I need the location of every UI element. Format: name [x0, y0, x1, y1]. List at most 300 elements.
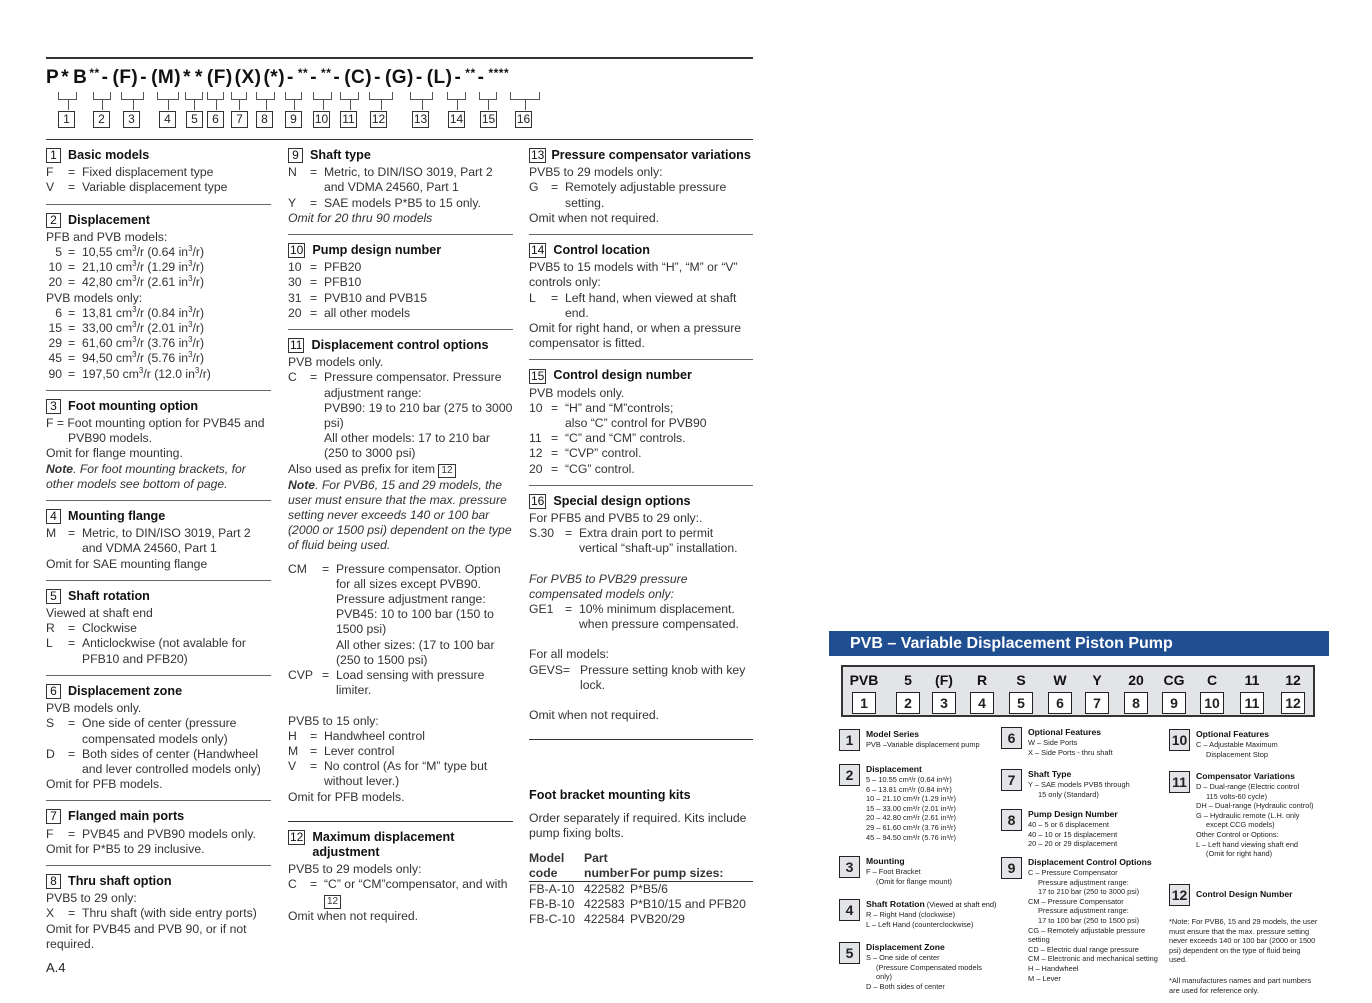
pvb-line: F – Foot Bracket — [866, 867, 921, 876]
section-number: 8 — [46, 874, 61, 889]
intro-text: Viewed at shaft end — [46, 606, 153, 621]
pvb-section-body — [839, 899, 997, 929]
kits-row — [529, 881, 753, 897]
code-bracket — [285, 92, 302, 100]
option-c — [288, 877, 513, 908]
section-number: 13 — [531, 148, 545, 163]
option-row — [46, 747, 271, 777]
section-max-displacement — [288, 830, 513, 932]
option-text: 42,80 $cm^3/r$ (2.61 $in^3/r$) — [82, 274, 205, 290]
code-token: * — [61, 67, 70, 88]
section-heading — [46, 684, 271, 699]
code-token: P — [46, 67, 60, 88]
option-row — [46, 245, 271, 260]
code-token: - — [333, 67, 341, 88]
intro-text: For PFB5 and PVB5 to 29 only:. — [529, 511, 703, 526]
option-list — [46, 906, 271, 921]
option-text: Lever control — [324, 743, 395, 758]
code-bracket — [231, 92, 247, 100]
pvb-section-number: 4 — [839, 899, 860, 921]
pvb-line: X – Side Ports - thru shaft — [1028, 747, 1113, 757]
option-key: 15 — [48, 321, 62, 336]
option-row — [529, 180, 753, 210]
option-list — [46, 621, 271, 667]
option-text: Variable displacement type — [82, 180, 228, 195]
option-row — [46, 636, 271, 666]
omit-text: Omit when not required. — [288, 908, 419, 923]
option-key: M — [288, 743, 299, 758]
pvb-title: PVB – Variable Displacement Piston Pump — [829, 631, 1329, 656]
option-key: GEVS= — [529, 662, 570, 677]
kits-cell: P*B5/6 — [630, 881, 668, 896]
pvb-section-body — [839, 729, 997, 750]
option-key: V — [46, 180, 55, 195]
pvb-code-token: PVB — [849, 672, 879, 688]
code-bracket — [256, 92, 275, 100]
pvb-section-body — [1169, 771, 1327, 859]
pvb-section-number: 2 — [839, 764, 860, 786]
code-token: - — [140, 67, 148, 88]
omit-text: Omit for P*B5 to 29 inclusive. — [46, 841, 205, 856]
option-key: L — [46, 636, 53, 651]
pvb-line: CM – Pressure Compensator — [1028, 896, 1124, 906]
equals-sign: = — [322, 668, 330, 683]
page-number: A.4 — [46, 960, 66, 975]
equals-sign: = — [322, 561, 330, 576]
option-key: V — [288, 759, 297, 774]
section-mounting-flange — [46, 509, 271, 581]
equals-sign: = — [551, 290, 559, 305]
pvb-line: 6 – 13.81 cm³/r (0.84 in³/r) — [866, 784, 952, 794]
pvb-section — [839, 899, 997, 929]
section-title: Maximum displacement adjustment — [312, 829, 455, 859]
option-text: Anticlockwise (not avalable for PFB10 and PFB20) — [82, 636, 246, 666]
code-token: (M) — [151, 67, 182, 88]
pvb-position-box: 9 — [1162, 692, 1186, 714]
option-list — [46, 165, 271, 195]
option-key: 10 — [48, 260, 62, 275]
option-row — [46, 526, 271, 556]
code-token: * — [183, 67, 191, 88]
pvb-line: C – Adjustable Maximum — [1196, 740, 1278, 749]
option-text: 13,81 $cm^3/r$ (0.84 $in^3/r$) — [82, 304, 205, 320]
equals-sign: = — [68, 621, 76, 636]
intro-text: PVB5 to 15 models with “H”, “M” or “V” controls only: — [529, 260, 738, 290]
option-key: 11 — [529, 431, 542, 446]
option-row — [288, 291, 513, 306]
option-row — [529, 401, 753, 416]
option-key: X — [46, 906, 55, 921]
pvb-line: S – One side of center — [866, 953, 940, 962]
equals-sign: = — [68, 180, 76, 195]
kits-title: Foot bracket mounting kits — [529, 788, 691, 802]
equals-sign: = — [310, 165, 318, 180]
option-list — [288, 260, 513, 321]
equals-sign: = — [310, 743, 318, 758]
pvb-line: 40 – 10 or 15 displacement — [1028, 829, 1118, 839]
option-row — [529, 291, 753, 321]
position-number-box: 11 — [340, 111, 357, 128]
pvb-code-token: 20 — [1128, 672, 1144, 688]
intro-text: PVB models only. — [46, 701, 142, 716]
section-control-location — [529, 243, 753, 360]
section-heading — [529, 148, 753, 163]
section-heading — [46, 809, 271, 824]
pvb-section — [1001, 857, 1159, 983]
code-bracket — [410, 92, 433, 100]
pvb-line: DH – Dual-range (Hydraulic control) — [1196, 801, 1314, 811]
equals-sign: = — [565, 526, 573, 541]
option-text: SAE models P*B5 to 15 only. — [324, 195, 481, 210]
option-row — [529, 431, 753, 446]
option-text: Remotely adjustable pressure setting. — [565, 180, 727, 210]
pvb-line: Other Control or Options: — [1196, 829, 1279, 839]
code-bracket — [58, 92, 77, 100]
section-number: 14 — [531, 243, 545, 258]
pvb-position-box: 7 — [1085, 692, 1109, 714]
pvb-code-token: (F) — [935, 672, 953, 688]
pvb-line: 40 – 5 or 6 displacement — [1028, 820, 1109, 829]
equals-sign: = — [310, 877, 318, 892]
section-title: Displacement control options — [311, 338, 489, 353]
equals-sign: = — [551, 461, 559, 476]
equals-sign: = — [68, 526, 76, 541]
pvb-section — [839, 942, 997, 991]
option-list — [529, 291, 753, 321]
option-key: 45 — [48, 351, 62, 366]
pvb-code-token: W — [1053, 672, 1067, 688]
code-token: (G) — [384, 67, 414, 88]
pvb-section-title: Optional Features — [1196, 729, 1270, 739]
intro-text: PFB and PVB models: — [46, 229, 168, 244]
option-key: GE1 — [529, 602, 554, 617]
pvb-line: R – Right Hand (clockwise) — [866, 910, 956, 919]
section-heading — [288, 243, 513, 258]
option-text: Metric, to DIN/ISO 3019, Part 2 and VDMA 24560, Part 1 — [82, 526, 251, 556]
option-row — [529, 416, 753, 431]
equals-sign: = — [551, 431, 559, 446]
option-text: PFB10 — [324, 275, 362, 290]
section-number: 1 — [46, 148, 61, 163]
equals-sign: = — [68, 826, 76, 841]
equals-sign: = — [565, 602, 573, 617]
section-title: Flanged main ports — [68, 809, 185, 824]
omit-text: Omit when not required. — [529, 708, 660, 723]
code-token: - — [374, 67, 381, 88]
section-special-design — [529, 494, 753, 731]
option-key: G — [529, 180, 539, 195]
section-title: Displacement zone — [68, 683, 183, 698]
option-row — [288, 165, 513, 195]
option-text: “CVP” control. — [565, 446, 642, 461]
option-key: CVP — [288, 668, 314, 683]
section-number: 7 — [46, 809, 61, 824]
section-control-design-number — [529, 368, 753, 485]
note-body: . For PVB6, 15 and 29 models, the user must ensure that the max. pressure setting never exceeds 140 or 100 bar (2000 or 1500 psi) dependent on the type of fluid being used. — [288, 477, 512, 553]
code-bracket — [447, 92, 466, 100]
code-token: (X) — [234, 67, 262, 88]
kits-cell: P*B10/15 and PFB20 — [630, 896, 746, 911]
code-token: (*) — [263, 67, 286, 88]
top-rule — [46, 57, 753, 59]
option-row — [46, 306, 271, 321]
pvb-line: 5 – 10.55 cm³/r (0.64 in³/r) — [866, 775, 952, 784]
omit-text: Omit for PFB models. — [288, 789, 405, 804]
omit-text: Omit when not required. — [529, 210, 660, 225]
option-ge1 — [529, 602, 753, 632]
option-key: CM — [288, 561, 307, 576]
section-title: Pressure compensator variations — [551, 148, 751, 162]
pvb-line: (Omit for flange mount) — [876, 876, 952, 886]
position-number-box: 7 — [231, 111, 248, 128]
equals-sign: = — [68, 351, 76, 366]
section-title: Thru shaft option — [68, 873, 172, 888]
section-title: Mounting flange — [68, 509, 166, 524]
option-list — [46, 716, 271, 777]
pvb-section-number: 9 — [1001, 857, 1022, 879]
pvb-line: C – Pressure Compensator — [1028, 868, 1118, 877]
pvb-line: CG – Remotely adjustable pressure setting — [1028, 925, 1146, 945]
intro-text: For all models: — [529, 647, 609, 662]
code-bracket — [369, 92, 393, 100]
option-row — [46, 180, 271, 195]
section-title: Foot mounting option — [68, 398, 199, 413]
omit-text: Omit for right hand, or when a pressure compensator is fitted. — [529, 321, 742, 351]
equals-sign: = — [68, 305, 76, 320]
equals-sign: = — [551, 180, 559, 195]
option-key: 12 — [529, 446, 543, 461]
option-text-part: All other sizes: (17 to 100 bar (250 to 1500 psi) — [336, 637, 495, 667]
option-text: Thru shaft (with side entry ports) — [82, 906, 257, 921]
code-bracket — [207, 92, 224, 100]
option-row — [288, 260, 513, 275]
option-key: 10 — [288, 260, 302, 275]
equals-sign: = — [310, 260, 318, 275]
equals-sign: = — [68, 366, 76, 381]
pvb-line: Pressure adjustment range: — [1038, 877, 1129, 887]
option-text: 21,10 $cm^3/r$ (1.29 $in^3/r$) — [82, 259, 205, 275]
equals-sign: = — [68, 245, 76, 260]
section-flanged-ports — [46, 809, 271, 866]
pvb-ordering-panel — [829, 631, 1329, 1003]
pvb-section-number: 7 — [1001, 769, 1022, 791]
option-text: Pressure setting knob with key lock. — [580, 662, 746, 692]
pvb-section-number: 11 — [1169, 771, 1190, 793]
pvb-position-box: 10 — [1200, 692, 1224, 714]
pvb-section — [839, 856, 997, 886]
code-token: ** — [89, 66, 100, 80]
pvb-section-body — [1169, 884, 1327, 900]
section-number: 6 — [46, 684, 61, 699]
section-compensator-variations — [529, 148, 753, 235]
section-title: Basic models — [68, 148, 150, 162]
pvb-position-box: 3 — [932, 692, 956, 714]
pvb-position-box: 11 — [1240, 692, 1264, 714]
option-gevs — [529, 663, 753, 693]
option-row — [288, 759, 513, 789]
pvb-line: 17 to 210 bar (250 to 3000 psi) — [1038, 887, 1140, 897]
code-token: - — [454, 67, 462, 88]
pvb-section — [839, 764, 997, 842]
pvb-line: (Pressure Compensated models only) — [876, 962, 982, 982]
pvb-line: (Omit for right hand) — [1206, 849, 1273, 859]
option-key: H — [288, 728, 297, 743]
omit-text: Omit for PVB45 and PVB 90, or if not required. — [46, 921, 247, 951]
option-key: M — [46, 526, 57, 541]
pvb-section-title: Shaft Rotation (Viewed at shaft end) — [866, 899, 997, 909]
equals-sign: = — [310, 290, 318, 305]
option-row — [288, 744, 513, 759]
code-token: - — [310, 67, 318, 88]
kits-text: Order separately if required. Kits include pump fixing bolts. — [529, 811, 747, 841]
section-heading — [46, 148, 271, 163]
pvb-section-number: 12 — [1169, 884, 1190, 906]
pvb-line: 15 only (Standard) — [1038, 789, 1099, 799]
code-token: (F) — [206, 67, 233, 88]
option-list — [529, 401, 753, 477]
pvb-line: 10 – 21.10 cm³/r (1.29 in³/r) — [866, 794, 956, 804]
pvb-section — [1169, 884, 1327, 903]
option-row — [46, 351, 271, 366]
pvb-section — [839, 729, 997, 750]
section-heading — [46, 213, 271, 228]
option-text: 10% minimum displacement. when pressure compensated. — [579, 602, 739, 632]
item-reference: 12 — [438, 464, 455, 478]
code-token: - — [287, 67, 294, 88]
pvb-section-number: 5 — [839, 942, 860, 964]
equals-sign: = — [551, 400, 559, 415]
option-text: One side of center (pressure compensated models only) — [82, 716, 237, 746]
displacement-list — [46, 245, 271, 291]
code-token: (F) — [112, 67, 139, 88]
foot-bracket-kits — [529, 788, 753, 927]
code-token: B — [73, 67, 88, 88]
column-3 — [529, 148, 753, 740]
option-text: PVB45 and PVB90 models only. — [82, 826, 256, 841]
section-heading — [288, 338, 513, 353]
pvb-title-suffix: (Viewed at shaft end) — [924, 900, 997, 909]
omit-text: Omit for SAE mounting flange — [46, 556, 208, 571]
body-text: PVB90 models. — [68, 431, 153, 446]
option-row — [288, 275, 513, 290]
option-text — [324, 877, 513, 908]
position-number-box: 1 — [58, 111, 75, 128]
section-heading — [288, 148, 513, 163]
pvb-section-title: Displacement Zone — [866, 942, 945, 952]
intro-text: PVB models only. — [529, 385, 625, 400]
pvb-code-token: 12 — [1285, 672, 1301, 688]
equals-sign: = — [310, 305, 318, 320]
section-number: 4 — [46, 509, 61, 524]
pvb-section-title: Displacement Control Options — [1028, 857, 1152, 867]
pvb-section-title: Optional Features — [1028, 727, 1102, 737]
pvb-line: CD – Electric dual range pressure — [1028, 944, 1139, 954]
item-reference: 12 — [324, 895, 341, 909]
section-number: 5 — [46, 589, 61, 604]
pvb-section-number: 8 — [1001, 809, 1022, 831]
kits-column-header: Part number — [584, 850, 629, 880]
position-number-box: 16 — [516, 112, 531, 126]
code-token: ** — [321, 66, 332, 80]
option-key: S.30 — [529, 526, 555, 541]
pvb-section — [1169, 771, 1327, 859]
pvb-line: CM – Electronic and mechanical setting — [1028, 954, 1158, 964]
pvb-section-title: Shaft Type — [1028, 769, 1072, 779]
option-key: 90 — [48, 366, 62, 381]
pvb-position-box: 6 — [1048, 692, 1072, 714]
intro-text: PVB5 to 29 only: — [46, 891, 137, 906]
option-text: 33,00 $cm^3/r$ (2.01 $in^3/r$) — [82, 319, 205, 336]
position-number-box: 4 — [159, 111, 176, 128]
pvb-section-body — [1001, 727, 1159, 757]
pvb-section-title: Pump Design Number — [1028, 809, 1118, 819]
equals-sign: = — [68, 165, 76, 180]
option-key: N — [288, 165, 297, 180]
kits-column-header: For pump sizes: — [630, 851, 753, 882]
pvb-line: L – Left hand viewing shaft end — [1196, 839, 1299, 849]
option-key: F — [46, 165, 54, 180]
pvb-line: Y – SAE models PVB5 through — [1028, 780, 1130, 789]
pvb-position-box: 1 — [852, 692, 876, 714]
equals-sign: = — [68, 275, 76, 290]
code-token: - — [477, 67, 485, 88]
code-bracket — [185, 92, 203, 100]
equals-sign: = — [310, 728, 318, 743]
option-key: 20 — [529, 461, 543, 476]
kits-cell: FB-B-10 — [529, 896, 575, 911]
omit-text: Omit for PFB models. — [46, 777, 163, 792]
equals-sign: = — [68, 260, 76, 275]
section-title: Displacement — [68, 212, 150, 227]
pvb-section — [1001, 769, 1159, 799]
code-token: * — [194, 67, 203, 88]
pvb-line: Displacement Stop — [1206, 749, 1269, 759]
position-number-box: 14 — [449, 112, 464, 126]
pvb-section-body — [1001, 769, 1159, 799]
kits-cell: FB-A-10 — [529, 881, 575, 896]
section-pump-design-number — [288, 243, 513, 330]
section-title: Shaft rotation — [68, 588, 150, 603]
pvb-section-title: Displacement — [866, 764, 922, 774]
displacement-list — [46, 306, 271, 382]
section-number: 16 — [531, 493, 545, 508]
option-text: 94,50 $cm^3/r$ (5.76 $in^3/r$) — [82, 350, 205, 366]
position-number-box: 15 — [481, 112, 496, 126]
equals-sign: = — [68, 906, 76, 921]
pvb-section — [1169, 729, 1327, 759]
section-heading — [46, 399, 271, 414]
equals-sign: = — [68, 636, 76, 651]
option-text: PFB20 — [324, 260, 362, 275]
code-bracket — [340, 92, 359, 100]
section-thru-shaft — [46, 874, 271, 960]
option-text-part: All other models: 17 to 210 bar (250 to 3000 psi) — [324, 431, 490, 461]
kits-cell: 422583 — [584, 896, 625, 911]
pvb-line: M – Lever — [1028, 973, 1061, 983]
option-key: 5 — [55, 245, 62, 260]
kits-cell: 422582 — [584, 881, 625, 896]
pvb-line: 20 – 20 or 29 displacement — [1028, 839, 1118, 849]
pvb-section-number: 10 — [1169, 729, 1190, 751]
section-number: 9 — [288, 148, 303, 163]
option-key: S — [46, 716, 55, 731]
section-basic-models — [46, 148, 271, 205]
option-text: all other models — [324, 305, 411, 320]
section-title: Shaft type — [310, 148, 371, 162]
code-token: **** — [488, 66, 510, 80]
option-key: 29 — [48, 336, 62, 351]
pvb-section-number: 1 — [839, 729, 860, 751]
